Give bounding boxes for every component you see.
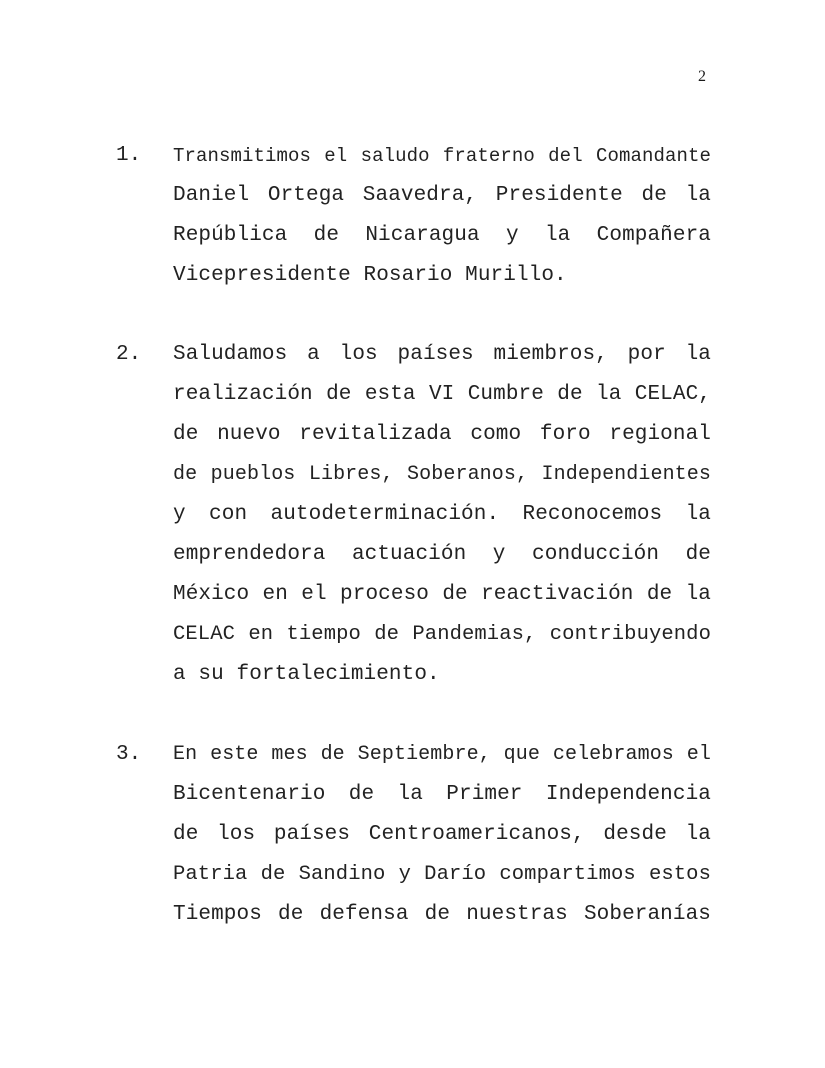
text-line: Transmitimos el saludo fraterno del Comandante (173, 145, 711, 167)
text-line: República de Nicaragua y la Compañera (173, 224, 711, 247)
text-line: Vicepresidente Rosario Murillo. (173, 264, 567, 287)
text-line: México en el proceso de reactivación de la (173, 583, 711, 606)
text-line: Tiempos de defensa de nuestras Soberanías (173, 903, 711, 926)
text-line: Patria de Sandino y Darío compartimos estos (173, 863, 711, 886)
item-number: 2. (116, 343, 142, 366)
text-line: CELAC en tiempo de Pandemias, contribuyendo (173, 623, 711, 646)
text-line: Saludamos a los países miembros, por la (173, 343, 711, 366)
text-line: Bicentenario de la Primer Independencia (173, 783, 711, 806)
item-number: 1. (116, 144, 142, 167)
text-line: de pueblos Libres, Soberanos, Independientes (173, 463, 711, 486)
text-line: Daniel Ortega Saavedra, Presidente de la (173, 184, 711, 207)
item-text (173, 136, 711, 296)
text-line: y con autodeterminación. Reconocemos la (173, 503, 711, 526)
text-line: a su fortalecimiento. (173, 663, 440, 686)
text-line: realización de esta VI Cumbre de la CELAC, (173, 383, 711, 406)
item-number: 3. (116, 743, 142, 766)
text-line: de los países Centroamericanos, desde la (173, 823, 711, 846)
item-text (173, 335, 711, 695)
item-text (173, 735, 711, 935)
page-number: 2 (698, 68, 706, 85)
text-line: emprendedora actuación y conducción de (173, 543, 711, 566)
text-line: En este mes de Septiembre, que celebramos el (173, 743, 711, 766)
text-line: de nuevo revitalizada como foro regional (173, 423, 711, 446)
